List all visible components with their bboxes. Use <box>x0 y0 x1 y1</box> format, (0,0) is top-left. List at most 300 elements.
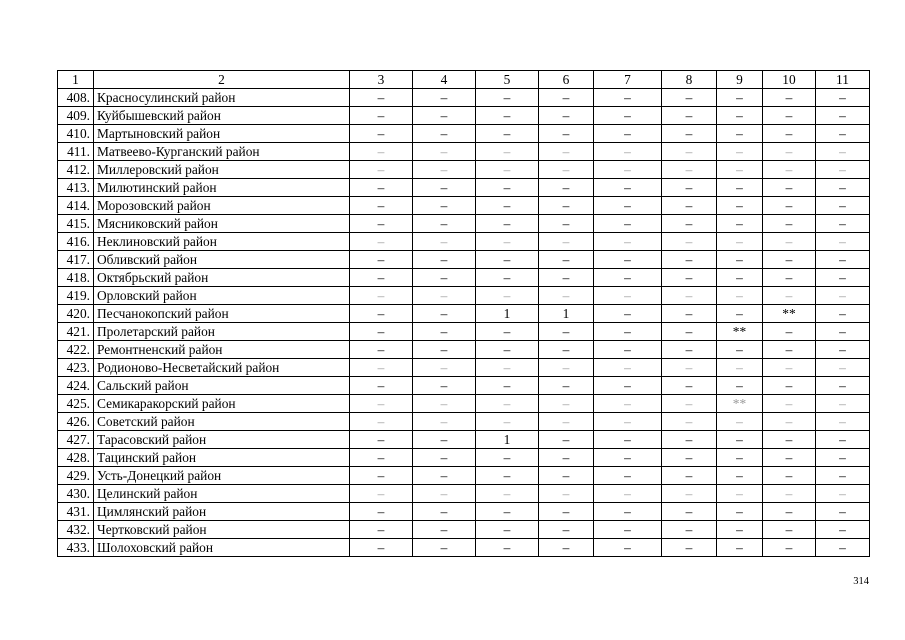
value-cell: – <box>539 233 594 251</box>
value-cell: – <box>816 161 870 179</box>
value-cell: – <box>816 269 870 287</box>
value-cell: – <box>763 269 816 287</box>
row-number: 428. <box>58 449 94 467</box>
value-cell: – <box>763 485 816 503</box>
value-cell: – <box>476 521 539 539</box>
value-cell: – <box>816 503 870 521</box>
value-cell: – <box>476 395 539 413</box>
value-cell: – <box>594 323 662 341</box>
value-cell: – <box>662 485 717 503</box>
value-cell: – <box>662 197 717 215</box>
value-cell: 1 <box>539 305 594 323</box>
header-cell: 4 <box>413 71 476 89</box>
value-cell: – <box>476 503 539 521</box>
table-row <box>58 215 870 233</box>
table-row <box>58 413 870 431</box>
value-cell: – <box>816 539 870 557</box>
value-cell: – <box>717 89 763 107</box>
district-name: Мясниковский район <box>94 215 350 233</box>
value-cell: – <box>594 251 662 269</box>
row-number: 411. <box>58 143 94 161</box>
value-cell: – <box>539 359 594 377</box>
header-row <box>58 71 870 89</box>
district-name: Куйбышевский район <box>94 107 350 125</box>
value-cell: – <box>413 179 476 197</box>
district-name: Шолоховский район <box>94 539 350 557</box>
value-cell: – <box>594 161 662 179</box>
value-cell: – <box>350 377 413 395</box>
value-cell: – <box>816 359 870 377</box>
value-cell: – <box>413 485 476 503</box>
value-cell: – <box>717 179 763 197</box>
value-cell: – <box>717 431 763 449</box>
row-number: 422. <box>58 341 94 359</box>
value-cell: – <box>413 539 476 557</box>
value-cell: – <box>594 395 662 413</box>
value-cell: – <box>476 467 539 485</box>
district-name: Сальский район <box>94 377 350 395</box>
value-cell: – <box>816 305 870 323</box>
value-cell: – <box>476 359 539 377</box>
value-cell: – <box>594 377 662 395</box>
value-cell: – <box>662 251 717 269</box>
value-cell: – <box>476 89 539 107</box>
district-name: Красносулинский район <box>94 89 350 107</box>
value-cell: – <box>816 413 870 431</box>
value-cell: – <box>413 305 476 323</box>
value-cell: – <box>539 377 594 395</box>
value-cell: – <box>717 539 763 557</box>
value-cell: – <box>413 269 476 287</box>
value-cell: – <box>539 107 594 125</box>
value-cell: – <box>594 431 662 449</box>
value-cell: – <box>476 197 539 215</box>
value-cell: – <box>539 341 594 359</box>
value-cell: – <box>413 395 476 413</box>
value-cell: – <box>350 539 413 557</box>
value-cell: – <box>816 449 870 467</box>
value-cell: – <box>350 413 413 431</box>
value-cell: – <box>539 395 594 413</box>
value-cell: – <box>413 521 476 539</box>
value-cell: – <box>594 269 662 287</box>
row-number: 425. <box>58 395 94 413</box>
table-row <box>58 269 870 287</box>
value-cell: – <box>816 377 870 395</box>
value-cell: – <box>539 197 594 215</box>
value-cell: – <box>816 107 870 125</box>
value-cell: – <box>413 449 476 467</box>
table-row <box>58 521 870 539</box>
table-row <box>58 539 870 557</box>
table-row <box>58 431 870 449</box>
value-cell: – <box>594 539 662 557</box>
value-cell: – <box>763 323 816 341</box>
value-cell: – <box>763 89 816 107</box>
value-cell: – <box>717 161 763 179</box>
value-cell: – <box>662 431 717 449</box>
value-cell: – <box>763 467 816 485</box>
value-cell: – <box>350 431 413 449</box>
value-cell: – <box>717 233 763 251</box>
district-name: Матвеево-Курганский район <box>94 143 350 161</box>
row-number: 420. <box>58 305 94 323</box>
value-cell: – <box>539 431 594 449</box>
value-cell: – <box>476 377 539 395</box>
district-name: Милютинский район <box>94 179 350 197</box>
value-cell: – <box>717 377 763 395</box>
value-cell: – <box>717 521 763 539</box>
value-cell: – <box>350 323 413 341</box>
value-cell: – <box>763 503 816 521</box>
table-row <box>58 449 870 467</box>
value-cell: – <box>816 233 870 251</box>
value-cell: – <box>350 233 413 251</box>
value-cell: – <box>350 341 413 359</box>
value-cell: – <box>816 431 870 449</box>
table-row <box>58 197 870 215</box>
value-cell: – <box>763 377 816 395</box>
table-row <box>58 179 870 197</box>
value-cell: – <box>594 107 662 125</box>
value-cell: – <box>662 413 717 431</box>
value-cell: – <box>763 125 816 143</box>
row-number: 412. <box>58 161 94 179</box>
value-cell: – <box>476 125 539 143</box>
value-cell: – <box>594 89 662 107</box>
value-cell: – <box>350 251 413 269</box>
value-cell: – <box>539 323 594 341</box>
table-row <box>58 89 870 107</box>
value-cell: – <box>763 539 816 557</box>
row-number: 410. <box>58 125 94 143</box>
value-cell: – <box>662 161 717 179</box>
value-cell: – <box>413 503 476 521</box>
table-row <box>58 395 870 413</box>
value-cell: – <box>662 179 717 197</box>
value-cell: – <box>350 125 413 143</box>
value-cell: – <box>539 467 594 485</box>
value-cell: – <box>594 305 662 323</box>
table-row <box>58 485 870 503</box>
value-cell: – <box>763 413 816 431</box>
table-row <box>58 341 870 359</box>
row-number: 419. <box>58 287 94 305</box>
value-cell: – <box>539 485 594 503</box>
value-cell: – <box>476 143 539 161</box>
value-cell: – <box>350 179 413 197</box>
table-row <box>58 251 870 269</box>
value-cell: – <box>413 377 476 395</box>
district-name: Тацинский район <box>94 449 350 467</box>
value-cell: – <box>413 89 476 107</box>
value-cell: – <box>350 107 413 125</box>
value-cell: – <box>594 233 662 251</box>
value-cell: – <box>539 539 594 557</box>
value-cell: – <box>350 359 413 377</box>
value-cell: – <box>662 359 717 377</box>
value-cell: – <box>717 107 763 125</box>
value-cell: – <box>539 251 594 269</box>
value-cell: – <box>816 251 870 269</box>
value-cell: – <box>539 215 594 233</box>
value-cell: – <box>539 89 594 107</box>
value-cell: – <box>662 503 717 521</box>
value-cell: – <box>662 215 717 233</box>
district-name: Октябрьский район <box>94 269 350 287</box>
value-cell: – <box>539 143 594 161</box>
header-cell: 2 <box>94 71 350 89</box>
value-cell: – <box>662 521 717 539</box>
value-cell: ** <box>763 305 816 323</box>
value-cell: – <box>476 161 539 179</box>
header-cell: 3 <box>350 71 413 89</box>
value-cell: – <box>717 197 763 215</box>
district-name: Советский район <box>94 413 350 431</box>
page-number: 314 <box>853 576 869 587</box>
value-cell: – <box>476 341 539 359</box>
value-cell: – <box>539 161 594 179</box>
value-cell: – <box>539 503 594 521</box>
value-cell: – <box>717 359 763 377</box>
value-cell: – <box>662 287 717 305</box>
value-cell: – <box>476 215 539 233</box>
row-number: 417. <box>58 251 94 269</box>
value-cell: – <box>662 305 717 323</box>
value-cell: – <box>476 269 539 287</box>
value-cell: – <box>662 377 717 395</box>
value-cell: – <box>763 161 816 179</box>
value-cell: – <box>350 449 413 467</box>
value-cell: – <box>413 251 476 269</box>
district-name: Усть-Донецкий район <box>94 467 350 485</box>
district-name: Миллеровский район <box>94 161 350 179</box>
district-name: Родионово-Несветайский район <box>94 359 350 377</box>
row-number: 423. <box>58 359 94 377</box>
value-cell: 1 <box>476 431 539 449</box>
value-cell: – <box>476 539 539 557</box>
value-cell: – <box>763 341 816 359</box>
value-cell: – <box>662 107 717 125</box>
value-cell: – <box>816 467 870 485</box>
value-cell: – <box>413 413 476 431</box>
value-cell: – <box>816 395 870 413</box>
value-cell: – <box>662 539 717 557</box>
row-number: 424. <box>58 377 94 395</box>
value-cell: – <box>539 125 594 143</box>
district-name: Морозовский район <box>94 197 350 215</box>
value-cell: – <box>413 125 476 143</box>
value-cell: – <box>763 287 816 305</box>
value-cell: – <box>350 161 413 179</box>
value-cell: – <box>350 215 413 233</box>
value-cell: – <box>763 521 816 539</box>
district-name: Тарасовский район <box>94 431 350 449</box>
value-cell: – <box>413 197 476 215</box>
table-row <box>58 305 870 323</box>
row-number: 409. <box>58 107 94 125</box>
value-cell: – <box>594 215 662 233</box>
value-cell: – <box>594 521 662 539</box>
value-cell: – <box>350 197 413 215</box>
value-cell: – <box>763 215 816 233</box>
value-cell: – <box>816 341 870 359</box>
value-cell: – <box>717 143 763 161</box>
row-number: 433. <box>58 539 94 557</box>
value-cell: – <box>594 449 662 467</box>
value-cell: – <box>816 89 870 107</box>
row-number: 431. <box>58 503 94 521</box>
value-cell: – <box>717 215 763 233</box>
value-cell: – <box>717 413 763 431</box>
value-cell: – <box>662 323 717 341</box>
value-cell: – <box>413 431 476 449</box>
value-cell: – <box>763 233 816 251</box>
value-cell: – <box>662 89 717 107</box>
district-name: Ремонтненский район <box>94 341 350 359</box>
header-cell: 6 <box>539 71 594 89</box>
value-cell: ** <box>717 395 763 413</box>
value-cell: – <box>763 179 816 197</box>
value-cell: – <box>717 467 763 485</box>
value-cell: – <box>662 143 717 161</box>
value-cell: – <box>816 179 870 197</box>
table-row <box>58 323 870 341</box>
header-cell: 9 <box>717 71 763 89</box>
table-row <box>58 359 870 377</box>
table-row <box>58 503 870 521</box>
header-cell: 10 <box>763 71 816 89</box>
value-cell: – <box>350 521 413 539</box>
header-cell: 7 <box>594 71 662 89</box>
header-cell: 8 <box>662 71 717 89</box>
district-name: Орловский район <box>94 287 350 305</box>
value-cell: – <box>594 125 662 143</box>
value-cell: – <box>662 125 717 143</box>
value-cell: – <box>717 449 763 467</box>
value-cell: – <box>539 521 594 539</box>
row-number: 413. <box>58 179 94 197</box>
district-name: Цимлянский район <box>94 503 350 521</box>
row-number: 418. <box>58 269 94 287</box>
value-cell: – <box>350 305 413 323</box>
value-cell: – <box>594 179 662 197</box>
value-cell: – <box>662 395 717 413</box>
value-cell: ** <box>717 323 763 341</box>
table-row <box>58 287 870 305</box>
row-number: 432. <box>58 521 94 539</box>
value-cell: – <box>816 287 870 305</box>
district-name: Мартыновский район <box>94 125 350 143</box>
value-cell: – <box>476 413 539 431</box>
value-cell: – <box>816 143 870 161</box>
value-cell: – <box>594 467 662 485</box>
value-cell: – <box>413 215 476 233</box>
row-number: 414. <box>58 197 94 215</box>
value-cell: – <box>717 485 763 503</box>
value-cell: – <box>594 143 662 161</box>
row-number: 430. <box>58 485 94 503</box>
value-cell: – <box>717 125 763 143</box>
value-cell: – <box>763 251 816 269</box>
value-cell: – <box>413 467 476 485</box>
row-number: 408. <box>58 89 94 107</box>
value-cell: – <box>763 449 816 467</box>
value-cell: – <box>717 503 763 521</box>
table-row <box>58 125 870 143</box>
value-cell: – <box>350 269 413 287</box>
value-cell: – <box>816 125 870 143</box>
value-cell: – <box>662 269 717 287</box>
value-cell: – <box>476 251 539 269</box>
value-cell: – <box>816 323 870 341</box>
district-table <box>57 70 870 557</box>
row-number: 426. <box>58 413 94 431</box>
value-cell: – <box>539 287 594 305</box>
district-name: Обливский район <box>94 251 350 269</box>
value-cell: – <box>350 395 413 413</box>
value-cell: – <box>350 143 413 161</box>
row-number: 429. <box>58 467 94 485</box>
value-cell: – <box>717 287 763 305</box>
value-cell: – <box>816 485 870 503</box>
value-cell: – <box>350 89 413 107</box>
value-cell: – <box>413 341 476 359</box>
value-cell: – <box>594 359 662 377</box>
value-cell: – <box>763 143 816 161</box>
value-cell: – <box>816 215 870 233</box>
district-name: Песчанокопский район <box>94 305 350 323</box>
value-cell: – <box>763 395 816 413</box>
value-cell: – <box>476 485 539 503</box>
district-name: Чертковский район <box>94 521 350 539</box>
district-name: Пролетарский район <box>94 323 350 341</box>
value-cell: – <box>476 323 539 341</box>
value-cell: – <box>763 431 816 449</box>
value-cell: – <box>539 179 594 197</box>
value-cell: – <box>539 449 594 467</box>
district-name: Семикаракорский район <box>94 395 350 413</box>
header-cell: 5 <box>476 71 539 89</box>
row-number: 416. <box>58 233 94 251</box>
value-cell: – <box>413 143 476 161</box>
value-cell: – <box>717 269 763 287</box>
value-cell: – <box>413 287 476 305</box>
value-cell: – <box>594 287 662 305</box>
value-cell: – <box>717 305 763 323</box>
value-cell: – <box>717 341 763 359</box>
value-cell: 1 <box>476 305 539 323</box>
table-body <box>58 89 870 557</box>
value-cell: – <box>662 449 717 467</box>
district-name: Неклиновский район <box>94 233 350 251</box>
row-number: 421. <box>58 323 94 341</box>
row-number: 427. <box>58 431 94 449</box>
value-cell: – <box>350 485 413 503</box>
value-cell: – <box>763 107 816 125</box>
value-cell: – <box>413 107 476 125</box>
value-cell: – <box>476 449 539 467</box>
value-cell: – <box>476 179 539 197</box>
value-cell: – <box>816 197 870 215</box>
value-cell: – <box>476 287 539 305</box>
row-number: 415. <box>58 215 94 233</box>
value-cell: – <box>350 467 413 485</box>
table-row <box>58 107 870 125</box>
header-cell: 11 <box>816 71 870 89</box>
value-cell: – <box>662 467 717 485</box>
value-cell: – <box>413 323 476 341</box>
